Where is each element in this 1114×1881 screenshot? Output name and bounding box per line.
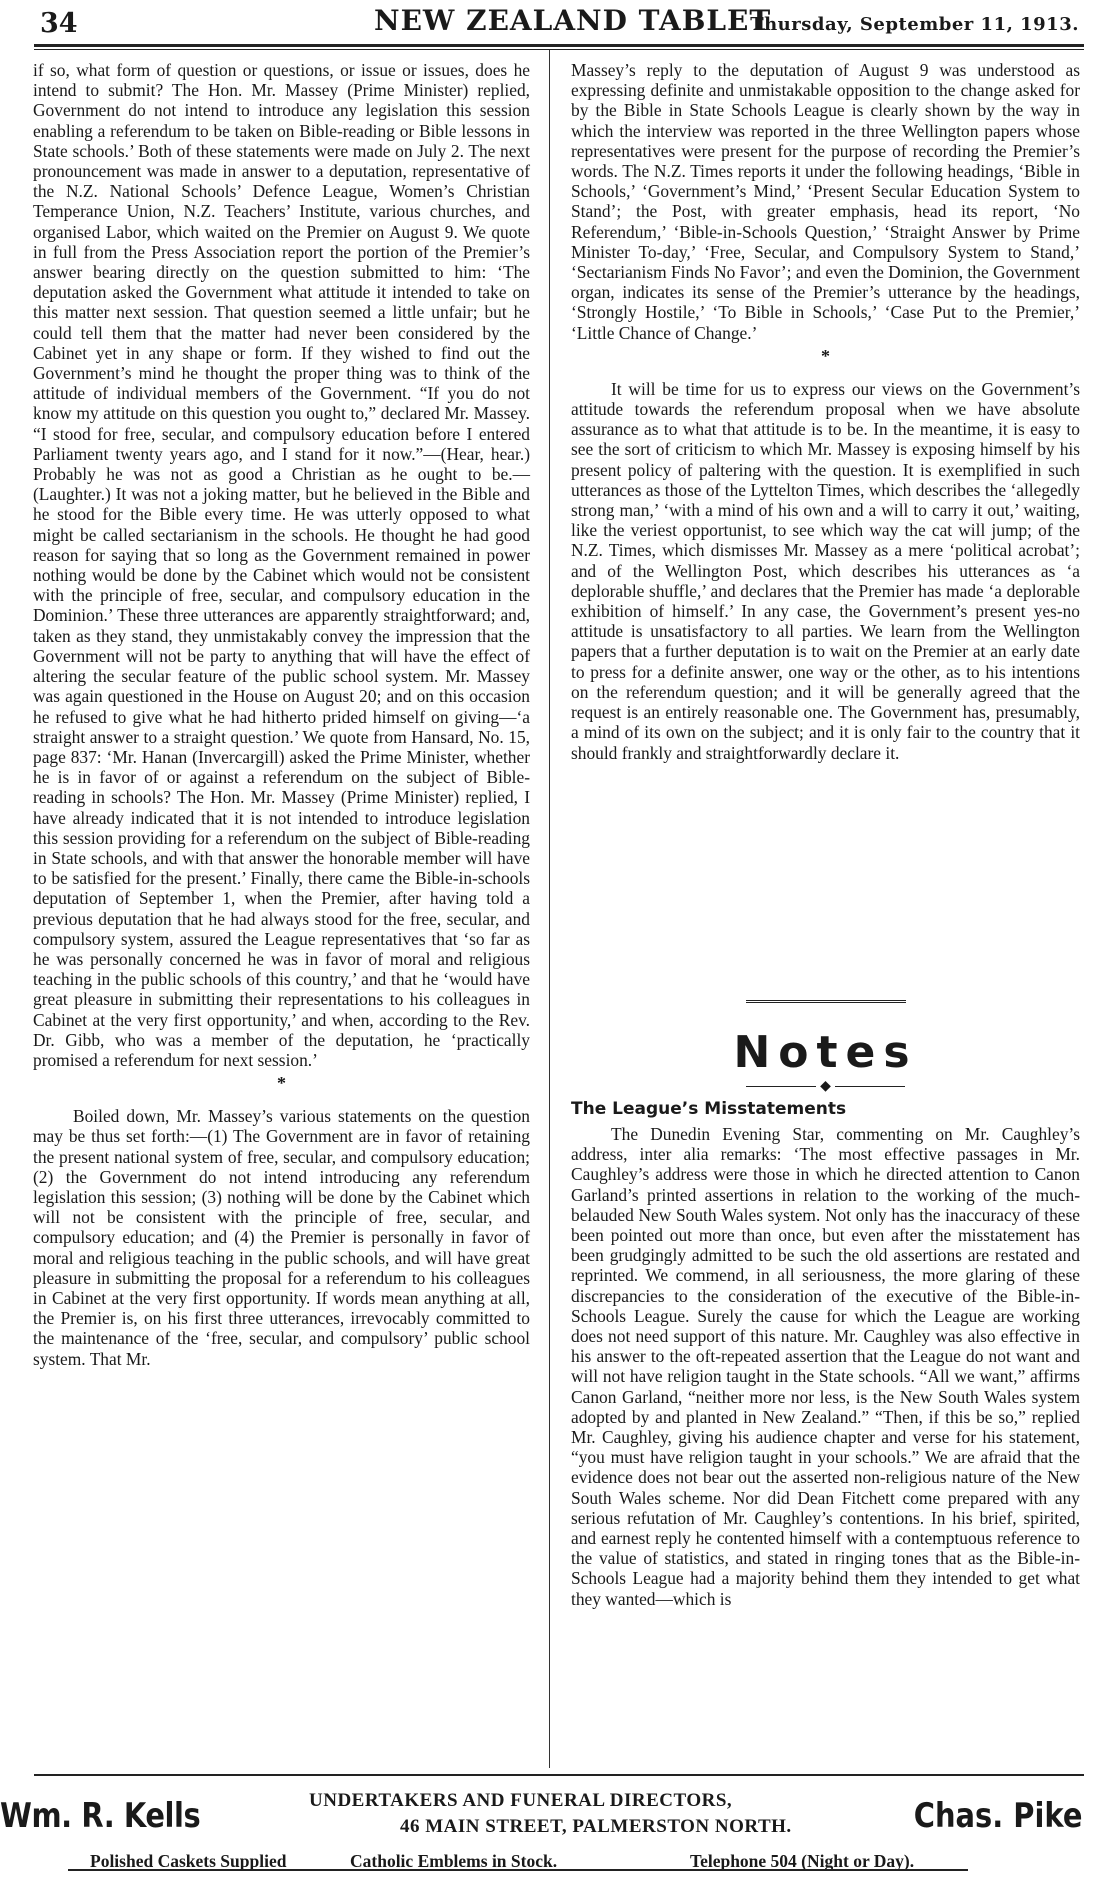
left-paragraph-1: if so, what form of question or questions, or issue or issues, does he intend to submit? The Hon. Mr. Massey (Prime Minister) replied, Government do not intend to introduce any legislation this session enabling a referendum to be taken on Bible-reading or Bible lessons in State schools.’ Both of these statements were made on July 2. The next pronouncement was made in answer to a deputation, representative of the N.Z. National Schools’ Defence League, Women’s Christian Temperance Union, N.Z. Teachers’ Institute, various churches, and organised Labor, which waited on the Premier on August 9. We quote in full from the Press Association report the portion of the Premier’s answer bearing directly on the question submitted to him: ‘The deputation asked the Government what attitude it intended to take on this matter next session. That question seemed a little unfair; but he could tell them that the matter had never been considered by the Cabinet yet in any shape or form. If they wished to find out the Government’s mind he thought the proper thing was to think of the attitude of individual members of the Government. “If you do not know my attitude on this question you ought to,” declared Mr. Massey. “I stood for free, secular, and compulsory education before I entered Parliament twenty years ago, and I stand for it now.”—(Hear, hear.) Probably he was not as good a Christian as he ought to be.—(Laughter.) It was not a joking matter, but he believed in the Bible and he stood for the Bible every time. He was utterly opposed to what might be called sectarianism in the schools. He thought he had good reason for saying that so long as the Government remained in power nothing would be done by the Cabinet which would not be consistent with the principle of free, secular, and compulsory education in the Dominion.’ These three utterances are apparently straightforward; and, taken as they stand, they unmistakably convey the impression that the Government will not be party to anything that will have the effect of altering the secular feature of the public school system. Mr. Massey was again questioned in the House on August 20; and on this occasion he refused to give what he had hitherto prided himself on giving—‘a straight answer to a straight question.’ We quote from Hansard, No. 15, page 837: ‘Mr. Hanan (Invercargill) asked the Prime Minister, whether he is in favor of or against a referendum on the subject of Bible-reading in schools? The Hon. Mr. Massey (Prime Minister) replied, I have already indicated that it is not intended to introduce legislation this session providing for a referendum on the subject of Bible-reading in State schools, and with that answer the honorable member will have to be satisfied for the present.’ Finally, there came the Bible-in-schools deputation of September 1, when the Premier, after having told a previous deputation that he had always stood for the free, secular, and compulsory system, assured the League representatives that ‘so far as he was personally concerned he was in favor of moral and religious teaching in the public schools of this country,’ and that he ‘would have great pleasure in submitting their representations to his colleagues in Cabinet at the very first opportunity,’ and when, according to the Rev. Dr. Gibb, who was a member of the deputation, he ‘practically promised a referendum for next session.’ — [33, 60, 530, 1070]
page-number: 34 — [40, 8, 78, 39]
advert-right-name: Chas. Pike — [913, 1796, 1082, 1836]
notes-rule — [746, 1000, 906, 1007]
notes-body — [571, 1124, 1080, 1609]
right-paragraph-2: It will be time for us to express our views on the Government’s attitude towards the referendum proposal when we have absolute assurance as to what that attitude is to be. In the meantime, it is easy to see the sort of criticism to which Mr. Massey is exposing himself by his present policy of paltering with the question. It is exemplified in such utterances as those of the Lyttelton Times, which describes the ‘allegedly strong man,’ ‘with a mind of his own and a will to carry it out,’ waiting, like the veriest opportunist, to see which way the cat will jump; of the N.Z. Times, which dismisses Mr. Massey as a mere ‘political acrobat’; and of the Wellington Post, which describes his utterances as ‘a deplorable shuffle,’ and declares that the Premier has made ‘a deplorable exhibition of himself.’ In any case, the Government’s present yes-no attitude is unsatisfactory to all parties. We learn from the Wellington papers that a further deputation is to wait on the Premier at an early date to press for a definite answer, one way or the other, as to his intentions on the referendum question; and it will be generally agreed that the request is an entirely reasonable one. The Government has, presumably, a mind of its own on the subject; and it is only fair to the country that it should frankly and straightforwardly declare it. — [571, 378, 1080, 763]
left-column — [33, 60, 530, 1369]
right-column — [571, 60, 1080, 763]
column-divider — [549, 50, 550, 1768]
header-rule — [34, 44, 1084, 47]
dateline: Thursday, September 11, 1913. — [750, 14, 1079, 35]
advert-rule — [34, 1774, 1084, 1776]
notes-title: Notes — [733, 1027, 918, 1078]
notes-section-header — [571, 1000, 1080, 1092]
notes-paragraph: The Dunedin Evening Star, commenting on Mr. Caughley’s address, inter alia remarks: ‘The most effective passages in Mr. Caughley’s address were those in which he directed attention to Canon Garland’s printed assertions in relation to the working of the much-belauded New South Wales system. Not only has the inaccuracy of these been pointed out more than once, but even after the misstatement has been grudgingly admitted to be such the old assertions are restated and reprinted. We commend, in all seriousness, the more glaring of these discrepancies to the consideration of the executive of the Bible-in-Schools League. Surely the cause for which the League are working does not need support of this nature. Mr. Caughley was also effective in his answer to the oft-repeated assertion that the League do not want and will not have religion taught in the State schools. “All we want,” affirms Canon Garland, “neither more nor less, is the New South Wales system adopted by and planted in New Zealand.” “Then, if this be so,” replied Mr. Caughley, giving his audience chapter and verse for his statement, “you must have religion taught in your schools.” We are afraid that the evidence does not bear out the asserted non-religious nature of the New South Wales scheme. Nor did Dean Fitchett come prepared with any serious refutation of Mr. Caughley’s contentions. In his brief, spirited, and earnest reply he contented himself with a contemptuous reference to the value of statistics, and stated in ringing tones that as the Bible-in-Schools League had a majority behind them they intended to get what they wanted—which is — [571, 1124, 1080, 1609]
header-rule-thin — [34, 49, 1084, 50]
masthead: NEW ZEALAND TABLET — [374, 4, 772, 37]
advert-left-name: Wm. R. Kells — [0, 1796, 201, 1836]
advert-line-1: UNDERTAKERS AND FUNERAL DIRECTORS, — [309, 1790, 733, 1811]
diamond-icon: ◆ — [820, 1078, 831, 1094]
right-paragraph-1: Massey’s reply to the deputation of August 9 was understood as expressing definite and unmistakable opposition to the change asked for by the Bible in State Schools League is clearly shown by the way in which the interview was reported in the three Wellington papers whose representatives were present for the purpose of recording the Premier’s words. The N.Z. Times reports it under the following headings, ‘Bible in Schools,’ ‘Government’s Mind,’ ‘Present Secular Education System to Stand’; the Post, with greater emphasis, head its report, ‘No Referendum,’ ‘Bible-in-Schools Question,’ ‘Straight Answer by Prime Minister To-day,’ ‘Free, Secular, and Compulsory System to Stand,’ ‘Sectarianism Finds No Favor’; and even the Dominion, the Government organ, indicates its sense of the Premier’s utterance by the headings, ‘Strongly Hostile,’ ‘To Bible in Schools,’ ‘Case Put to the Premier,’ ‘Little Chance of Change.’ — [571, 60, 1080, 343]
advert-telephone: Telephone 504 (Night or Day). — [690, 1851, 915, 1871]
section-star-left: * — [277, 1073, 286, 1094]
advert-underline — [68, 1869, 968, 1871]
advert-line-2: 46 MAIN STREET, PALMERSTON NORTH. — [400, 1816, 792, 1837]
notes-subheading: The League’s Misstatements — [571, 1099, 847, 1119]
advert-emblems: Catholic Emblems in Stock. — [350, 1851, 558, 1871]
advert-caskets: Polished Caskets Supplied — [90, 1851, 287, 1871]
section-star-right: * — [821, 345, 830, 366]
left-paragraph-2: Boiled down, Mr. Massey’s various statements on the question may be thus set forth:—(1) The Government are in favor of retaining the present national system of free, secular, and compulsory education; (2) the Government do not intend introducing any referendum legislation this session; (3) nothing will be done by the Cabinet which will not be consistent with the principle of free, secular, and compulsory education; and (4) the Premier is personally in favor of moral and religious teaching in the public schools, and will have great pleasure in submitting the proposal for a referendum to his colleagues in Cabinet at the very first opportunity. If words mean anything at all, the Premier is, on his first three utterances, irrevocably committed to the maintenance of the ‘free, secular, and compulsory’ public school system. That Mr. — [33, 1106, 530, 1369]
ornament-divider — [571, 1080, 1080, 1092]
page-header — [34, 6, 1079, 40]
